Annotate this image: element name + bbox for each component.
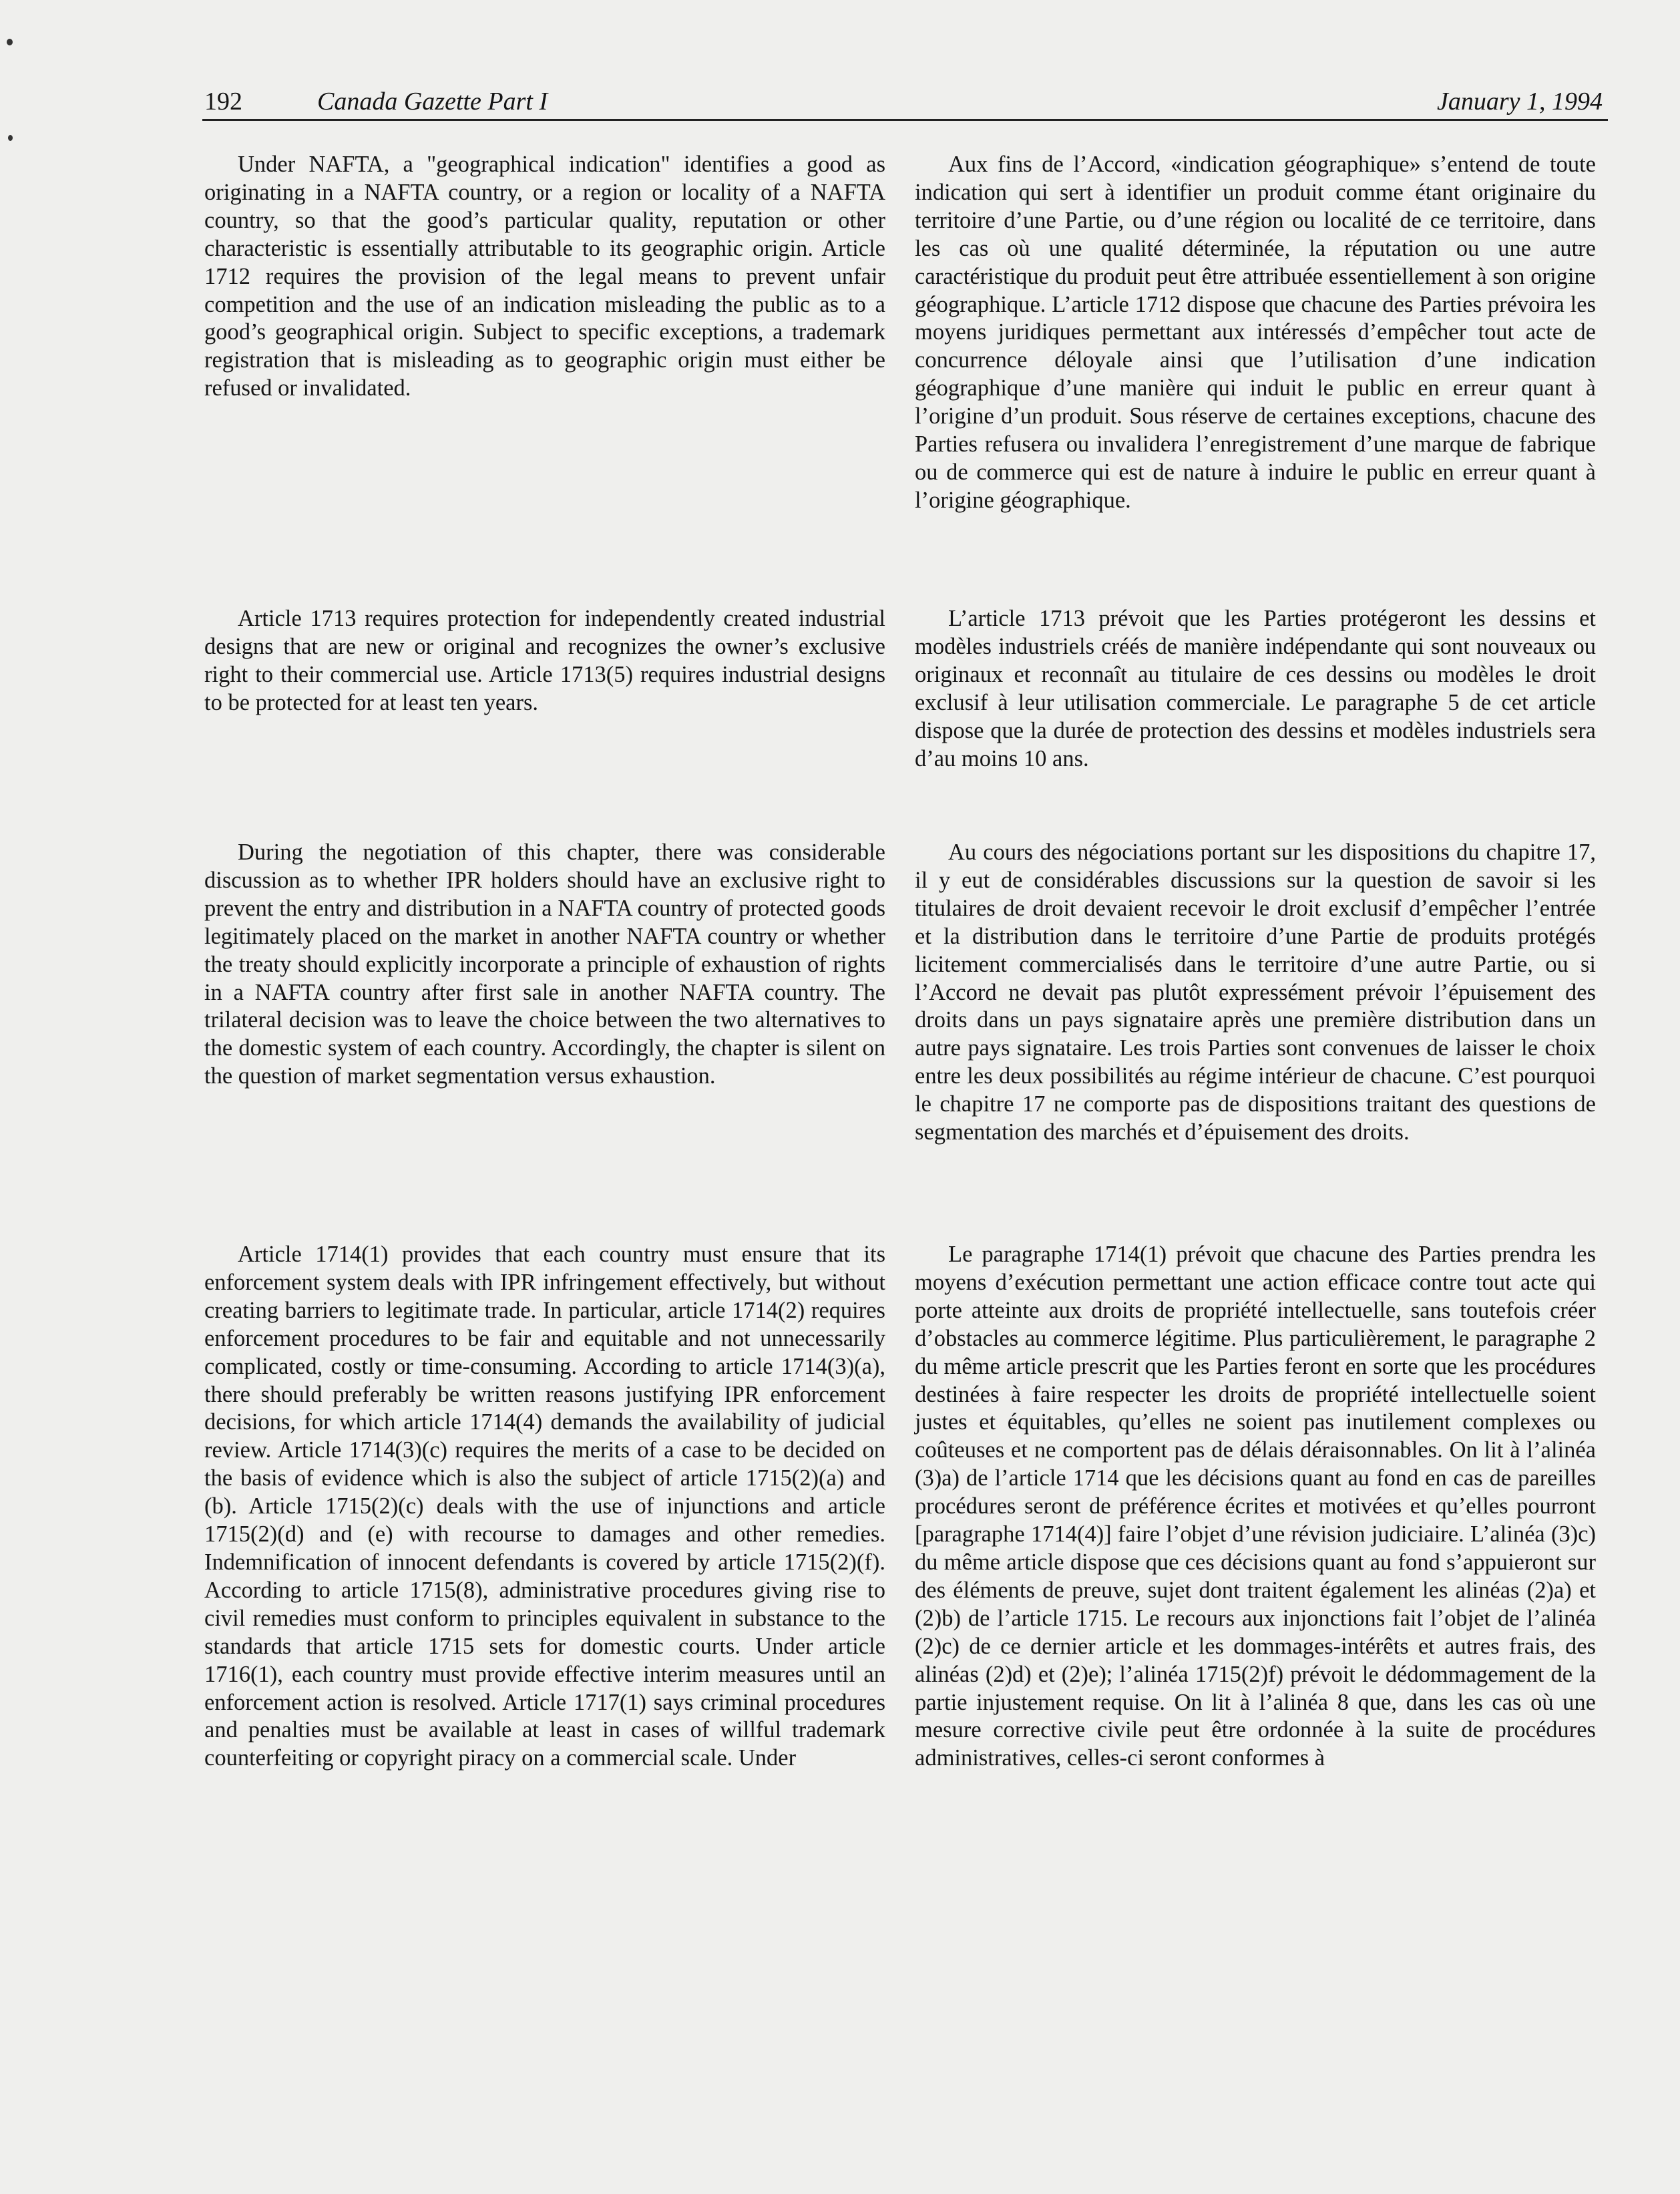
french-paragraph bbox=[915, 839, 1596, 1147]
french-text: Aux fins de l’Accord, «indication géographique» s’entend de toute indication qui sert à identifier un produit comme étant originaire du territoire d’une Partie, ou d’une région ou localité de ce territoire, dans les cas où une qualité déterminée, la réputation ou une autre caractéristique du produit peut être attribuée essentiellement à son origine géographique. L’article 1712 dispose que chacune des Parties prévoira les moyens juridiques permettant aux intéressés d’empêcher tout acte de concurrence déloyale ainsi que l’utilisation d’une indication géographique d’une manière qui induit le public en erreur quant à l’origine d’un produit. Sous réserve de certaines exceptions, chacune des Parties refusera ou invalidera l’enregistrement d’une marque de fabrique ou de commerce qui est de nature à induire le public en erreur quant à l’origine géographique. bbox=[915, 152, 1596, 513]
english-text: Under NAFTA, a "geographical indication" identifies a good as originating in a NAFTA country, or a region or locality of a NAFTA country, so that the good’s particular quality, reputation or other characteristic is essentially attributable to its geographic origin. Article 1712 requires the provision of the legal means to prevent unfair competition and the use of an indication misleading the public as to a good’s geographical origin. Subject to specific exceptions, a trademark registration that is misleading as to geographic origin must either be refused or invalidated. bbox=[204, 152, 885, 401]
page-number: 192 bbox=[204, 87, 242, 116]
french-paragraph bbox=[915, 605, 1596, 773]
publication-title: Canada Gazette Part I bbox=[317, 87, 548, 116]
english-paragraph bbox=[204, 839, 885, 1091]
french-text: L’article 1713 prévoit que les Parties protégeront les dessins et modèles industriels créés de manière indépendante qui sont nouveaux ou originaux et reconnaît au titulaire de ces dessins ou modèles le droit exclusif à leur utilisation commerciale. Le paragraphe 5 de cet article dispose que la durée de protection des dessins et modèles industriels sera d’au moins 10 ans. bbox=[915, 606, 1596, 771]
issue-date: January 1, 1994 bbox=[1436, 87, 1603, 116]
english-text: Article 1713 requires protection for independently created industrial designs that are new or original and recognizes the owner’s exclusive right to their commercial use. Article 1713(5) requires industrial designs to be protected for at least ten years. bbox=[204, 606, 885, 715]
page-header bbox=[202, 84, 1608, 121]
french-paragraph bbox=[915, 151, 1596, 515]
french-paragraph bbox=[915, 1241, 1596, 1773]
french-text: Le paragraphe 1714(1) prévoit que chacune des Parties prendra les moyens d’exécution permettant une action efficace contre tout acte qui porte atteinte aux droits de propriété intellectuelle, sans toutefois créer d’obstacles au commerce légitime. Plus particulièrement, le paragraphe 2 du même article prescrit que les Parties feront en sorte que les procédures destinées à faire respecter les droits de propriété intellectuelle soient justes et équitables, qu’elles ne soient pas inutilement complexes ou coûteuses et ne comportent pas de délais déraisonnables. On lit à l’alinéa (3)a) de l’article 1714 que les décisions quant au fond en cas de pareilles procédures seront de préférence écrites et motivées et qu’elles pourront [paragraphe 1714(4)] faire l’objet d’une révision judiciaire. L’alinéa (3)c) du même article dispose que ces décisions quant au fond s’appuieront sur des éléments de preuve, sujet dont traitent également les alinéas (2)a) et (2)b) de l’article 1715. Le recours aux injonctions fait l’objet de l’alinéa (2)c) de ce dernier article et les dommages-intérêts et autres frais, des alinéas (2)d) et (2)e); l’alinéa 1715(2)f) prévoit le dédommagement de la partie injustement requise. On lit à l’alinéa 8 que, dans les cas où une mesure corrective civile peut être ordonnée à la suite de procédures administratives, celles-ci seront conformes à bbox=[915, 1242, 1596, 1771]
french-text: Au cours des négociations portant sur les dispositions du chapitre 17, il y eut de considérables discussions sur la question de savoir si les titulaires de droit devaient recevoir le droit exclusif d’empêcher l’entrée et la distribution dans le territoire d’une Partie de produits protégés licitement commercialisés dans le territoire d’une autre Partie, ou si l’Accord ne devait pas plutôt expressément prévoir l’épuisement des droits dans un pays signataire après une première distribution dans un autre pays signataire. Les trois Parties sont convenues de laisser le choix entre les deux possibilités au régime intérieur de chacune. C’est pourquoi le chapitre 17 ne comporte pas de dispositions traitant des questions de segmentation des marchés et d’épuisement des droits. bbox=[915, 840, 1596, 1145]
english-paragraph bbox=[204, 151, 885, 403]
english-paragraph bbox=[204, 605, 885, 717]
scan-speck bbox=[7, 39, 13, 45]
english-text: Article 1714(1) provides that each country must ensure that its enforcement system deals with IPR infringement effectively, but without creating barriers to legitimate trade. In particular, article 1714(2) requires enforcement procedures to be fair and equitable and not unnecessarily complicated, costly or time-consuming. According to article 1714(3)(a), there should preferably be written reasons justifying IPR enforcement decisions, for which article 1714(4) demands the availability of judicial review. Article 1714(3)(c) requires the merits of a case to be decided on the basis of evidence which is also the subject of article 1715(2)(a) and (b). Article 1715(2)(c) deals with the use of injunctions and article 1715(2)(d) and (e) with recourse to damages and other remedies. Indemnification of innocent defendants is covered by article 1715(2)(f). According to article 1715(8), administrative procedures giving rise to civil remedies must conform to principles equivalent in substance to the standards that article 1715 sets for domestic courts. Under article 1716(1), each country must provide effective interim measures until an enforcement action is resolved. Article 1717(1) says criminal procedures and penalties must be available at least in cases of willful trademark counterfeiting or copyright piracy on a commercial scale. Under bbox=[204, 1242, 885, 1771]
english-paragraph bbox=[204, 1241, 885, 1773]
english-text: During the negotiation of this chapter, there was considerable discussion as to whether IPR holders should have an exclusive right to prevent the entry and distribution in a NAFTA country of protected goods legitimately placed on the market in another NAFTA country or whether the treaty should explicitly incorporate a principle of exhaustion of rights in a NAFTA country after first sale in another NAFTA country. The trilateral decision was to leave the choice between the two alternatives to the domestic system of each country. Accordingly, the chapter is silent on the question of market segmentation versus exhaustion. bbox=[204, 840, 885, 1089]
scan-speck bbox=[8, 135, 13, 141]
